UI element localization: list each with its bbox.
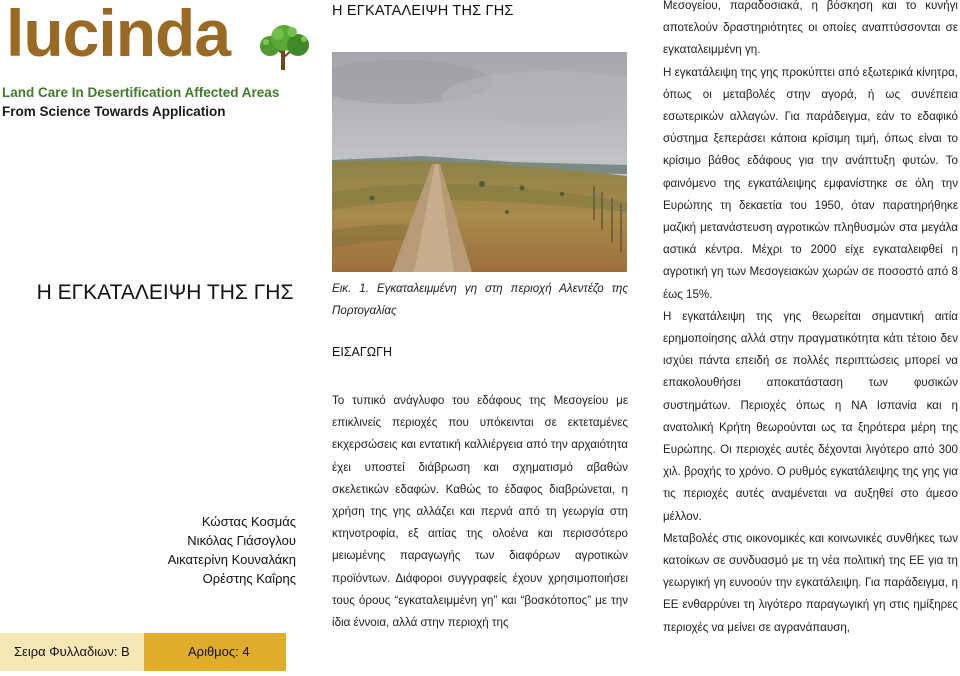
series-bar xyxy=(0,633,286,671)
tagline xyxy=(2,83,302,121)
author-name: Κώστας Κοσμάς xyxy=(201,514,296,529)
paragraph: Η εγκατάλειψη της γης προκύπτει από εξωτερικά κίνητρα, όπως οι μεταβολές στην αγορά, ή ως συνέπεια εσωτερικών αλλαγών. Για παράδειγμα, εάν το εδαφικό σύστημα ξεπεράσει κάποια κρίσιμη τιμή, όπως είναι το κρίσιμο βάθος εδάφους για την ανάπτυξη φυτών. Το φαινόμενο της εγκατάλειψης εμφανίστηκε σε όλη την Ευρώπης τη δεκαετία του 1950, όταν παρατηρήθηκε μαζική μετανάστευση αγροτικών πληθυσμών στα μεγάλα αστικά κέντρα. Μέχρι το 2000 είχε εγκαταλειφθεί η αγροτική γη των Μεσογειακών χωρών σε ποσοστό από 8 έως 15%. xyxy=(663,65,958,301)
intro-paragraph: Το τυπικό ανάγλυφο του εδάφους της Μεσογείου με επικλινείς περιοχές που υπόκεινται σε εκτεταμένες εκχερσώσεις και εντατική καλλιέργεια από την αρχαιότητα έχει υποστεί διάβρωση και σχηματισμό αβαθών σκελετικών εδαφών. Καθώς το έδαφος διαβρώνεται, η χρήση της γης αλλάζει και περνά από τη γεωργία στη κτηνοτροφία, εξ αιτίας της ολοένα και περισσότερο μειωμένης παραγωγής των διαφόρων αγροτικών προϊόντων. Διάφοροι συγγραφείς έχουν χρησιμοποιήσει τους όρους “εγκαταλειμμένη γη” και “βοσκότοπος” με την ίδια έννοια, αλλά στην περιοχή της xyxy=(332,394,628,630)
paragraph: Μεταβολές στις οικονομικές και κοινωνικές συνθήκες των κατοίκων σε συνδυασμό με τη νέα πολιτική της ΕΕ για τη γεωργική γη ευνοούν την εγκατάλειψη. Για παράδειγμα, η ΕΕ ενθαρρύνει τη λιγότερο παραγωγική γη στις ημίξηρες περιοχές να μείνει σε αγρανάπαυση, xyxy=(663,531,958,634)
landscape-photo xyxy=(332,52,627,272)
continuation-column xyxy=(663,0,958,676)
section-heading: ΕΙΣΑΓΩΓΗ xyxy=(332,345,393,359)
article-column xyxy=(332,0,628,676)
author-name: Αικατερίνη Κουναλάκη xyxy=(167,552,296,567)
article-heading: Η ΕΓΚΑΤΑΛΕΙΨΗ ΤΗΣ ΓΗΣ xyxy=(332,3,514,19)
lucinda-logo xyxy=(4,0,312,72)
tagline-line1: Land Care In Desertification Affected Areas xyxy=(2,85,280,100)
cover-column xyxy=(0,0,312,676)
paragraph: Η εγκατάλειψη της γης θεωρείται σημαντική αιτία ερημοποίησης αλλά στην πραγματικότητα κάτι τέτοιο δεν ισχύει πάντα επειδή σε πολλές περιπτώσεις μπορεί να επακολουθήσει αποκατάσταση των φυσικών συστημάτων. Περιοχές όπως η ΝΑ Ισπανία και η ανατολική Κρήτη θεωρούνται ως τα ξηρότερα μέρη της Ευρώπης. Οι περιοχές αυτές δέχονται λιγότερο από 300 χιλ. βροχής το χρόνο. Ο ρυθμός εγκατάλειψης της γης για τις περιοχές αυτές αναμένεται να αυξηθεί στο άμεσο μέλλον. xyxy=(663,309,958,523)
series-number: Αριθμος: 4 xyxy=(144,633,286,671)
tree-icon xyxy=(254,24,314,72)
logo-wordmark: lucinda xyxy=(6,0,231,70)
cover-title: Η ΕΓΚΑΤΑΛΕΙΨΗ ΤΗΣ ΓΗΣ xyxy=(36,281,294,304)
author-name: Νικόλας Γιάσογλου xyxy=(187,533,296,548)
abandoned-land-image xyxy=(332,52,627,272)
author-list xyxy=(0,512,296,588)
figure-caption: Εικ. 1. Εγκαταλειμμένη γη στη περιοχή Αλεντέζο της Πορτογαλίας xyxy=(332,282,628,317)
author-name: Ορέστης Καΐρης xyxy=(202,571,296,586)
series-label: Σειρα Φυλλαδιων: B xyxy=(0,633,144,671)
tagline-line2: From Science Towards Application xyxy=(2,104,226,119)
paragraph: Μεσογείου, παραδοσιακά, η βόσκηση και το κυνήγι αποτελούν δραστηριότητες οι οποίες αναπτύσσονται σε εγκαταλειμμένη γη. xyxy=(663,0,958,57)
